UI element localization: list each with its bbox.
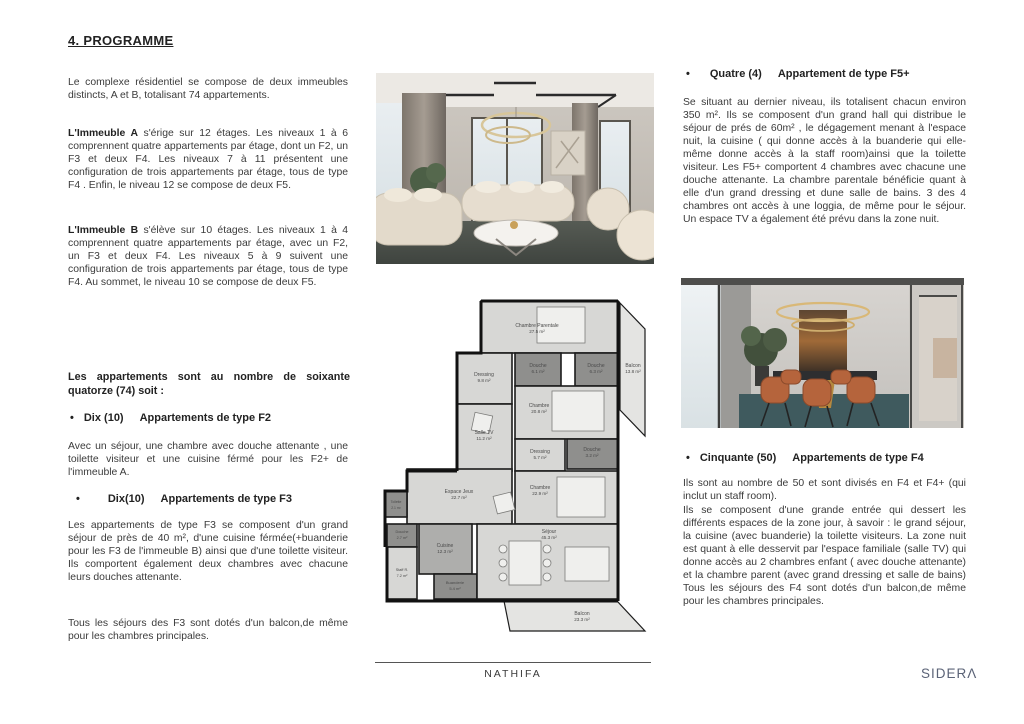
room-area: 9.8 m² <box>477 378 491 383</box>
room-area: 3.2 m² <box>585 453 599 458</box>
bullet-icon: • <box>686 452 690 464</box>
immeuble-b-text: s'élève sur 10 étages. Les niveaux 1 à 4 comprennent quatre appartements par étage, avec un F2, un F3 et deux F4. Les niveaux 5 à 9 suivent une configuration de trois appartements par étage, tous de type F4. Au sommet, le niveau 10 se compose de deux F5. <box>68 225 349 288</box>
room-area: 5.7 m² <box>533 455 547 460</box>
room-label: Chambre <box>529 485 551 491</box>
center-sofa <box>462 181 574 221</box>
room-area: 12.3 m² <box>437 549 453 554</box>
f3-title: Appartements de type F3 <box>160 493 292 505</box>
chair <box>499 559 507 567</box>
intro-paragraph: Le complexe résidentiel se compose de deux immeubles distincts, A et B, totalisant 74 appartements. <box>68 77 348 101</box>
f3-heading <box>76 493 352 505</box>
bullet-icon: • <box>76 493 80 505</box>
room-area: 20.8 m² <box>531 409 547 414</box>
room-label: Salle TV <box>474 430 494 436</box>
living-room-photo <box>376 73 654 264</box>
bed-3 <box>557 477 605 517</box>
footer-brand: NATHIFA <box>484 668 542 680</box>
room-area: 22.9 m² <box>532 491 548 496</box>
room-label: Balcon <box>625 363 641 369</box>
f5-body: Se situant au dernier niveau, ils totalisent chacun environ 350 m². Ils se composent d'un grand hall qui distribue le séjour de prés de 60m² , le dégagement menant à l'espace nuit, la cuisine ( qui donne accès à la buanderie qui elle-même donne accès à la staff room)ainsi que la toilette visiteur. Les F5+ comportent 4 chambres avec chacune une douche attenante. La chambre parentale bénéficie quant à elle d'un grand dressing et dune salle de bains. 3 des 4 chambres ont accès à une loggia, de même pour le séjour. Un espace TV a également été prévu dans la zone nuit. <box>683 97 966 225</box>
immeuble-b-paragraph <box>68 224 348 289</box>
f2-heading <box>70 412 350 424</box>
f3-body: Les appartements de type F3 se composent d'un grand séjour de près de 40 m², d'une cuisine férmée(+buanderie pour les F3 de l'immeuble B) ainsi que d'une toilette visiteur. Ils comportent également deux chambres avec chacune leurs douches attenante. <box>68 520 348 583</box>
play-chair <box>493 492 515 514</box>
glass-partition <box>909 285 964 428</box>
immeuble-b-label: L'Immeuble B <box>68 225 139 236</box>
bullet-icon: • <box>70 412 74 424</box>
f3-count: Dix(10) <box>107 493 145 505</box>
f4-body2: Ils se composent d'une grande entrée qui dessert les différents espaces de la zone jour, à savoir : le grand séjour, la cuisine (avec buanderie) la toilette visiteurs. La zone nuit est quant à elle desservit par l'espace familiale (salle TV) qui donne accès au 2 chambres enfant ( avec douche attenante) et la chambre parent (avec grand dressing et salle de bains) Tous les séjours des F4 sont dotés d'un balcon,de même pour les chambres principales. <box>683 505 966 607</box>
immeuble-a-text: s'érige sur 12 étages. Les niveaux 1 à 6 comprennent quatre appartements par étage, dont un F2, un F3 et deux F4. Les niveaux 7 à 11 présentent une configuration de trois appartements par étage, tous de type F4 . Enfin, le niveau 12 se compose de deux F5. <box>68 128 348 191</box>
f4-title: Appartements de type F4 <box>792 452 924 464</box>
room-staff <box>387 547 417 599</box>
f5-count: Quatre (4) <box>709 68 762 80</box>
f3-body2: Tous les séjours des F3 sont dotés d'un balcon,de même pour les chambres principales. <box>68 618 348 642</box>
immeuble-a-paragraph <box>68 127 348 192</box>
room-area: 2.1 m² <box>391 506 401 510</box>
summary-heading: Les appartements sont au nombre de soixante quatorze (74) soit : <box>68 371 350 397</box>
room-label: Chambre Parentale <box>515 323 559 329</box>
room-label: Douche <box>395 530 409 534</box>
room-area: 22.7 m² <box>451 495 467 500</box>
floor-plan <box>377 279 651 651</box>
room-label: Dressing <box>474 372 494 378</box>
room-label: Dressing <box>530 449 550 455</box>
room-label: Staff R. <box>395 568 409 572</box>
room-label: Douche <box>583 447 601 453</box>
room-label: Toilette <box>390 500 402 504</box>
room-label: Buanderie <box>445 580 465 585</box>
chair <box>499 573 507 581</box>
dining-table <box>509 541 541 585</box>
room-area: 6.1 m² <box>531 369 545 374</box>
f4-body1: Ils sont au nombre de 50 et sont divisés en F4 et F4+ (qui inclut un staff room). <box>683 478 966 502</box>
sofa <box>565 547 609 581</box>
room-area: 2.7 m² <box>396 536 408 540</box>
immeuble-a-label: L'Immeuble A <box>68 128 138 139</box>
chair <box>543 545 551 553</box>
room-area: 6.3 m² <box>589 369 603 374</box>
room-area: 23.3 m² <box>574 617 590 622</box>
chair <box>543 573 551 581</box>
room-label: Cuisine <box>436 543 454 549</box>
chair <box>543 559 551 567</box>
room-area: 7.2 m² <box>396 574 408 578</box>
f2-title: Appartements de type F2 <box>139 412 272 424</box>
room-area: 27.5 m² <box>529 329 545 334</box>
f5-heading <box>686 68 968 80</box>
bed-2 <box>552 391 604 431</box>
room-label: Balcon <box>574 611 590 617</box>
room-area: 13.8 m² <box>625 369 641 374</box>
footer-divider <box>375 662 651 663</box>
sidera-logo: SIDERΛ <box>921 666 978 681</box>
chair <box>499 545 507 553</box>
dining-room-photo <box>681 278 964 428</box>
room-label: Douche <box>587 363 605 369</box>
room-area: 11.2 m² <box>476 436 492 441</box>
f2-count: Dix (10) <box>83 412 124 424</box>
f2-body: Avec un séjour, une chambre avec douche attenante , une toilette visiteur et une cuisine férmé pour les F2+ de l'immeuble A. <box>68 441 348 478</box>
f5-title: Appartement de type F5+ <box>777 68 910 80</box>
ceiling-edge <box>681 278 964 285</box>
room-label: Douche <box>529 363 547 369</box>
room-label: Séjour <box>541 529 557 535</box>
left-window <box>681 285 721 428</box>
room-toilette <box>385 491 407 517</box>
room-area: 5.4 m² <box>449 586 461 591</box>
room-area: 45.3 m² <box>541 535 557 540</box>
f4-count: Cinquante (50) <box>699 452 777 464</box>
left-sofa <box>376 188 462 245</box>
room-label: Espace Jeux <box>444 489 474 495</box>
f4-heading <box>686 452 968 464</box>
page-title: 4. PROGRAMME <box>68 33 174 48</box>
bullet-icon: • <box>686 68 690 80</box>
room-label: Chambre <box>528 403 550 409</box>
